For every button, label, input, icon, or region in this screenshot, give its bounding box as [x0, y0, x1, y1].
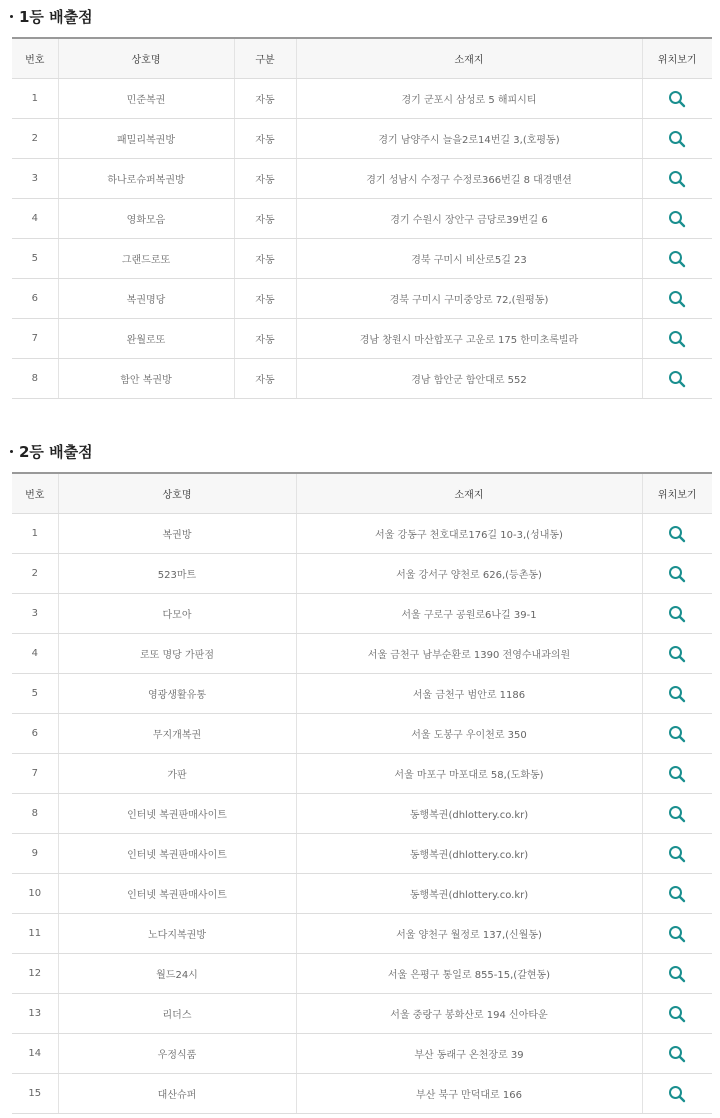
bullet-dot-icon [10, 450, 13, 453]
row-number: 1 [12, 79, 58, 119]
store-address: 서울 강서구 양천로 626,(등촌동) [296, 554, 642, 594]
search-icon[interactable] [668, 845, 686, 863]
store-name: 민준복권 [58, 79, 234, 119]
col-header-address: 소재지 [296, 473, 642, 514]
row-number: 14 [12, 1034, 58, 1074]
map-view-cell [642, 834, 712, 874]
store-address: 경기 성남시 수정구 수정로366번길 8 대경맨션 [296, 159, 642, 199]
map-view-cell [642, 159, 712, 199]
table-row [12, 359, 712, 399]
row-number: 15 [12, 1074, 58, 1114]
map-view-cell [642, 634, 712, 674]
table-row [12, 674, 712, 714]
table-row [12, 514, 712, 554]
table-row [12, 634, 712, 674]
section1-title-text: 1등 배출점 [19, 8, 93, 26]
store-address: 경남 함안군 함안대로 552 [296, 359, 642, 399]
store-address: 부산 동래구 온천장로 39 [296, 1034, 642, 1074]
row-number: 6 [12, 279, 58, 319]
table-row [12, 554, 712, 594]
search-icon[interactable] [668, 330, 686, 348]
row-number: 12 [12, 954, 58, 994]
map-view-cell [642, 674, 712, 714]
map-view-cell [642, 199, 712, 239]
table-row [12, 159, 712, 199]
col-header-name: 상호명 [58, 38, 234, 79]
map-view-cell [642, 359, 712, 399]
col-header-map: 위치보기 [642, 473, 712, 514]
search-icon[interactable] [668, 805, 686, 823]
map-view-cell [642, 119, 712, 159]
store-address: 서울 금천구 남부순환로 1390 전영수내과의원 [296, 634, 642, 674]
store-address: 부산 북구 만덕대로 166 [296, 1074, 642, 1114]
map-view-cell [642, 794, 712, 834]
section2-title [10, 441, 93, 462]
row-number: 2 [12, 119, 58, 159]
col-header-type: 구분 [234, 38, 296, 79]
map-view-cell [642, 754, 712, 794]
table-row [12, 199, 712, 239]
row-number: 4 [12, 199, 58, 239]
map-view-cell [642, 79, 712, 119]
table-row [12, 994, 712, 1034]
map-view-cell [642, 239, 712, 279]
search-icon[interactable] [668, 290, 686, 308]
table-row [12, 239, 712, 279]
store-address: 서울 구로구 공원로6나길 39-1 [296, 594, 642, 634]
row-number: 8 [12, 359, 58, 399]
row-number: 13 [12, 994, 58, 1034]
search-icon[interactable] [668, 965, 686, 983]
table-row [12, 914, 712, 954]
table-row [12, 754, 712, 794]
col-header-no: 번호 [12, 473, 58, 514]
search-icon[interactable] [668, 765, 686, 783]
search-icon[interactable] [668, 90, 686, 108]
row-number: 9 [12, 834, 58, 874]
col-header-address: 소재지 [296, 38, 642, 79]
store-name: 영광생활유통 [58, 674, 296, 714]
map-view-cell [642, 554, 712, 594]
search-icon[interactable] [668, 370, 686, 388]
store-name: 무지개복권 [58, 714, 296, 754]
store-address: 동행복권(dhlottery.co.kr) [296, 794, 642, 834]
search-icon[interactable] [668, 605, 686, 623]
store-name: 패밀리복권방 [58, 119, 234, 159]
search-icon[interactable] [668, 885, 686, 903]
row-number: 10 [12, 874, 58, 914]
section2-title-text: 2등 배출점 [19, 443, 93, 461]
store-name: 복권명당 [58, 279, 234, 319]
store-address: 경남 창원시 마산합포구 고운로 175 한미초록빌라 [296, 319, 642, 359]
map-view-cell [642, 279, 712, 319]
store-name: 523마트 [58, 554, 296, 594]
table-header-row [12, 473, 712, 514]
search-icon[interactable] [668, 210, 686, 228]
store-name: 리더스 [58, 994, 296, 1034]
store-name: 영화모음 [58, 199, 234, 239]
search-icon[interactable] [668, 565, 686, 583]
store-name: 로또 명당 가판점 [58, 634, 296, 674]
store-name: 함안 복권방 [58, 359, 234, 399]
store-address: 경북 구미시 구미중앙로 72,(원평동) [296, 279, 642, 319]
search-icon[interactable] [668, 250, 686, 268]
col-header-name: 상호명 [58, 473, 296, 514]
store-name: 인터넷 복권판매사이트 [58, 834, 296, 874]
store-address: 서울 은평구 통일로 855-15,(갈현동) [296, 954, 642, 994]
store-address: 경기 수원시 장안구 금당로39번길 6 [296, 199, 642, 239]
search-icon[interactable] [668, 130, 686, 148]
store-address: 서울 양천구 월정로 137,(신월동) [296, 914, 642, 954]
purchase-type: 자동 [234, 319, 296, 359]
search-icon[interactable] [668, 525, 686, 543]
map-view-cell [642, 954, 712, 994]
store-address: 서울 도봉구 우이천로 350 [296, 714, 642, 754]
purchase-type: 자동 [234, 239, 296, 279]
bullet-dot-icon [10, 15, 13, 18]
purchase-type: 자동 [234, 159, 296, 199]
store-name: 복권방 [58, 514, 296, 554]
purchase-type: 자동 [234, 119, 296, 159]
store-name: 그랜드로또 [58, 239, 234, 279]
store-address: 동행복권(dhlottery.co.kr) [296, 874, 642, 914]
map-view-cell [642, 1034, 712, 1074]
search-icon[interactable] [668, 685, 686, 703]
search-icon[interactable] [668, 1085, 686, 1103]
row-number: 5 [12, 674, 58, 714]
store-address: 서울 마포구 마포대로 58,(도화동) [296, 754, 642, 794]
store-name: 인터넷 복권판매사이트 [58, 874, 296, 914]
map-view-cell [642, 319, 712, 359]
table-row [12, 954, 712, 994]
store-address: 동행복권(dhlottery.co.kr) [296, 834, 642, 874]
row-number: 7 [12, 754, 58, 794]
map-view-cell [642, 874, 712, 914]
store-name: 우정식품 [58, 1034, 296, 1074]
store-name: 월드24시 [58, 954, 296, 994]
store-address: 경기 남양주시 늘을2로14번길 3,(호평동) [296, 119, 642, 159]
table-row [12, 594, 712, 634]
purchase-type: 자동 [234, 279, 296, 319]
store-name: 하나로슈퍼복권방 [58, 159, 234, 199]
search-icon[interactable] [668, 170, 686, 188]
table-row [12, 1074, 712, 1114]
col-header-map: 위치보기 [642, 38, 712, 79]
section1-title [10, 6, 93, 27]
table-header-row [12, 38, 712, 79]
search-icon[interactable] [668, 725, 686, 743]
row-number: 2 [12, 554, 58, 594]
row-number: 8 [12, 794, 58, 834]
row-number: 4 [12, 634, 58, 674]
search-icon[interactable] [668, 1045, 686, 1063]
row-number: 11 [12, 914, 58, 954]
row-number: 3 [12, 159, 58, 199]
table-row [12, 874, 712, 914]
table-row [12, 319, 712, 359]
map-view-cell [642, 914, 712, 954]
table-row [12, 834, 712, 874]
store-address: 서울 중랑구 봉화산로 194 신아타운 [296, 994, 642, 1034]
store-address: 서울 강동구 천호대로176길 10-3,(성내동) [296, 514, 642, 554]
table-row [12, 119, 712, 159]
row-number: 7 [12, 319, 58, 359]
table-row [12, 79, 712, 119]
map-view-cell [642, 994, 712, 1034]
store-name: 다모아 [58, 594, 296, 634]
row-number: 3 [12, 594, 58, 634]
first-prize-table [12, 37, 712, 399]
store-name: 노다지복권방 [58, 914, 296, 954]
store-name: 가판 [58, 754, 296, 794]
store-name: 완월로또 [58, 319, 234, 359]
row-number: 6 [12, 714, 58, 754]
store-address: 경기 군포시 삼성로 5 해피시티 [296, 79, 642, 119]
store-name: 인터넷 복권판매사이트 [58, 794, 296, 834]
search-icon[interactable] [668, 645, 686, 663]
store-name: 대산슈퍼 [58, 1074, 296, 1114]
search-icon[interactable] [668, 1005, 686, 1023]
store-address: 서울 금천구 범안로 1186 [296, 674, 642, 714]
map-view-cell [642, 714, 712, 754]
row-number: 5 [12, 239, 58, 279]
table-row [12, 794, 712, 834]
table-row [12, 714, 712, 754]
table-row [12, 1034, 712, 1074]
col-header-no: 번호 [12, 38, 58, 79]
search-icon[interactable] [668, 925, 686, 943]
purchase-type: 자동 [234, 359, 296, 399]
purchase-type: 자동 [234, 199, 296, 239]
row-number: 1 [12, 514, 58, 554]
map-view-cell [642, 594, 712, 634]
purchase-type: 자동 [234, 79, 296, 119]
table-row [12, 279, 712, 319]
second-prize-table [12, 472, 712, 1114]
map-view-cell [642, 514, 712, 554]
map-view-cell [642, 1074, 712, 1114]
store-address: 경북 구미시 비산로5길 23 [296, 239, 642, 279]
